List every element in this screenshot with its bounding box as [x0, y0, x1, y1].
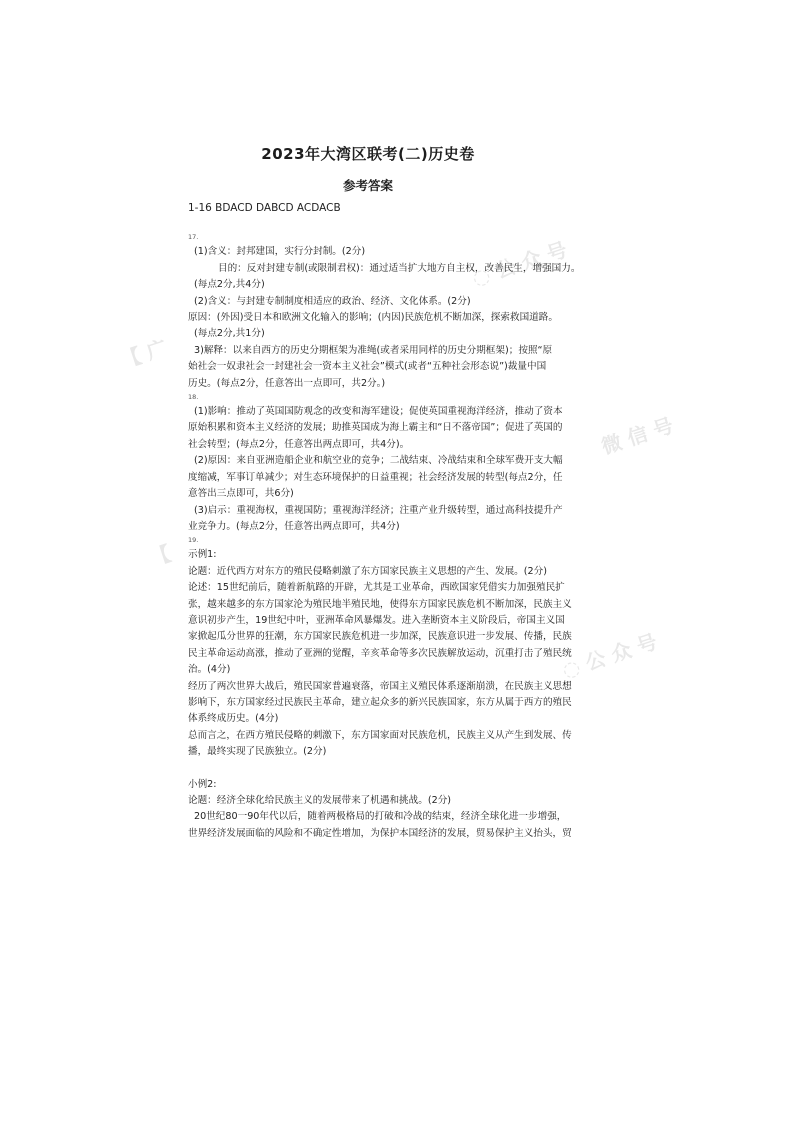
q19-line: 总而言之，在西方殖民侵略的刺激下，东方国家面对民族危机，民族主义从产生到发展、传	[188, 729, 572, 741]
q17-line: 3)解释：以来自西方的历史分期框架为准绳(或者采用同样的历史分期框架)；按照“原	[194, 344, 553, 356]
q17-line: 目的：反对封建专制(或限制君权)：通过适当扩大地方自主权，改善民生，增强国力。	[218, 262, 581, 274]
q18-line: 意答出三点即可，共6分)	[188, 488, 294, 500]
q19-line: 民主革命运动高涨，推动了亚洲的觉醒，辛亥革命等多次民族解放运动，沉重打击了殖民统	[188, 647, 572, 659]
answer-body	[188, 200, 608, 842]
q19-line: 治。(4分)	[188, 664, 231, 676]
spacer	[188, 761, 608, 777]
example-label: 小例2:	[188, 778, 217, 790]
q17-line: (1)含义：封邦建国，实行分封制。(2分)	[194, 246, 366, 258]
q19-line: 家掀起瓜分世界的狂潮，东方国家民族危机进一步加深，民族意识进一步发展、传播，民族	[188, 631, 572, 643]
q18-line: 业竞争力。(每点2分，任意答出两点即可，共4分)	[188, 520, 400, 532]
q19-line: 20世纪80一90年代以后，随着两极格局的打破和冷战的结束，经济全球化进一步增强，	[194, 811, 567, 823]
q19-line: 张，越来越多的东方国家沦为殖民地半殖民地，使得东方国家民族危机不断加深，民族主义	[188, 598, 572, 610]
question-number: 19.	[188, 536, 199, 545]
q19-line: 播，最终实现了民族独立。(2分)	[188, 746, 327, 758]
q17-line: 始社会一奴隶社会一封建社会一资本主义社会”模式(或者“五种社会形态说”)裁量中国	[188, 361, 547, 373]
mcq-answers: 1-16 BDACD DABCD ACDACB	[188, 202, 341, 214]
q17-line: 历史。(每点2分，任意答出一点即可，共2分。)	[188, 377, 386, 389]
q19-line: 意识初步产生，19世纪中叶，亚洲革命风暴爆发。进入垄断资本主义阶段后，帝国主义国	[188, 614, 565, 626]
watermark: ◌ 公 众 号	[469, 237, 571, 291]
q19-line: 影响下，东方国家经过民族民主革命，建立起众多的新兴民族国家，东方从属于西方的殖民	[188, 696, 572, 708]
watermark: ◌ 公 众 号	[559, 629, 661, 683]
document-subtitle: 参考答案	[342, 178, 393, 193]
q18-line: 社会转型；(每点2分，任意答出两点即可，共4分)。	[188, 438, 410, 450]
q19-line: 论题：经济全球化给民族主义的发展带来了机遇和挑战。(2分)	[188, 795, 452, 806]
q19-line: 经历了两次世界大战后，殖民国家普遍衰落，帝国主义殖民体系逐渐崩溃，在民族主义思想	[188, 680, 572, 692]
q19-line: 论述：15世纪前后，随着新航路的开辟，尤其是工业革命，西欧国家凭借实力加强殖民扩	[188, 582, 565, 594]
q18-line: (3)启示：重视海权，重视国防；重视海洋经济；注重产业升级转型，通过高科技提升产	[194, 504, 563, 516]
example-label: 示例1:	[188, 549, 217, 561]
q17-line: 原因：(外因)受日本和欧洲文化输入的影响；(内因)民族危机不断加深，探索救国道路。	[188, 312, 558, 324]
q19-line: 世界经济发展面临的风险和不确定性增加，为保护本国经济的发展，贸易保护主义抬头，贸	[188, 827, 572, 839]
watermark: 微 信 号	[598, 413, 677, 459]
q18-line: 原始积累和资本主义经济的发展；助推英国成为海上霸主和“日不落帝国”；促进了英国的	[188, 422, 563, 434]
watermark: 【	[147, 541, 174, 571]
q17-line: (每点2分,共4分)	[194, 279, 265, 291]
q17-line: (2)含义：与封建专制制度相适应的政治、经济、文化体系。(2分)	[194, 295, 471, 307]
q19-line: 体系终成历史。(4分)	[188, 713, 279, 725]
q18-line: (1)影响：推动了英国国防观念的改变和海军建设；促使英国重视海洋经济，推动了资本	[194, 406, 563, 418]
question-number: 18.	[188, 393, 199, 402]
q19-line: 论题：近代西方对东方的殖民侵略刺激了东方国家民族主义思想的产生、发展。(2分)	[188, 565, 547, 577]
watermark: 【 广	[117, 335, 170, 373]
question-number: 17.	[188, 233, 199, 242]
q18-line: (2)原因：来自亚洲造船企业和航空业的竞争；二战结束、冷战结束和全球军费开支大幅	[194, 455, 563, 467]
q17-line: (每点2分,共1分)	[194, 328, 265, 340]
q18-line: 度缩减，军事订单减少；对生态环境保护的日益重视；社会经济发展的转型(每点2分，任	[188, 471, 563, 483]
document-title: 2023年大湾区联考(二)历史卷	[261, 145, 475, 163]
